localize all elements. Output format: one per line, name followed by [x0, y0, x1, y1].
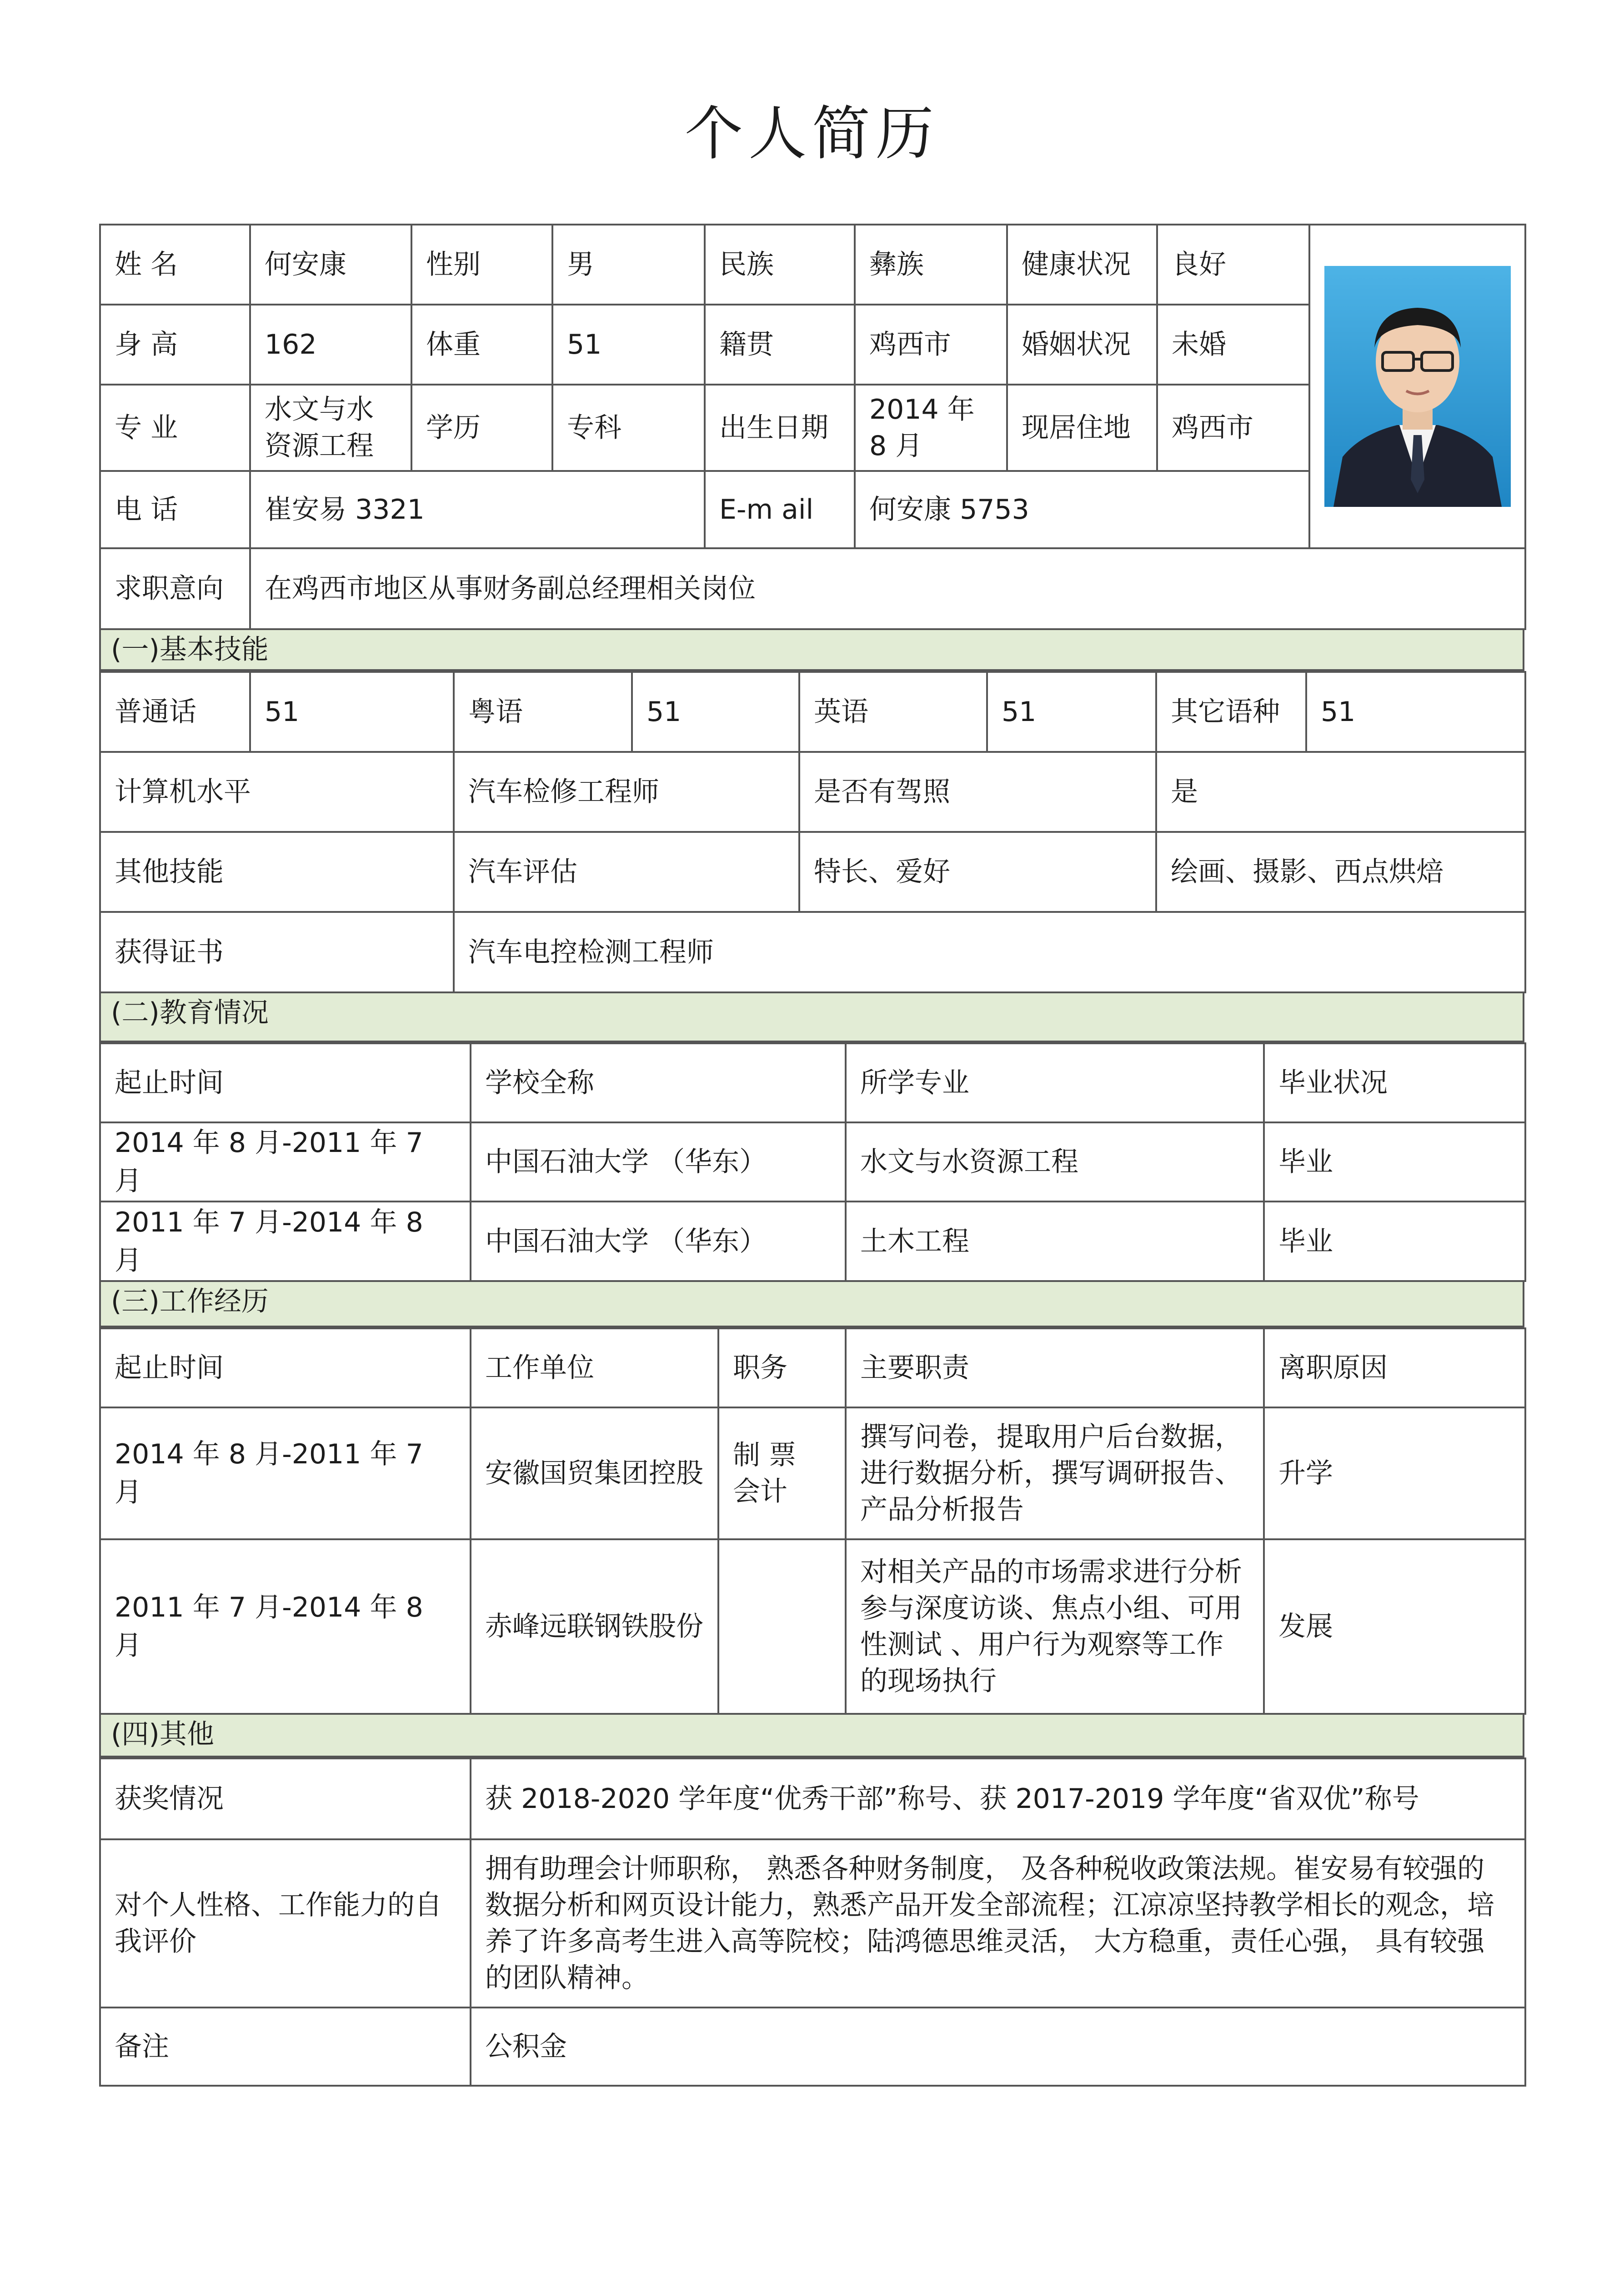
photo-cell: [1309, 225, 1525, 548]
skills-table: [99, 671, 1524, 991]
work-col-position: 职务: [718, 1328, 846, 1407]
work-duties: 对相关产品的市场需求进行分析参与深度访谈、焦点小组、可用性测试 、用户行为观察等工作的现场执行: [846, 1539, 1264, 1714]
height-label: 身 高: [100, 305, 250, 385]
marital-value: 未婚: [1157, 305, 1309, 385]
self-eval-value: 拥有助理会计师职称， 熟悉各种财务制度， 及各种税收政策法规。崔安易有较强的数据分析和网页设计能力，熟悉产品开发全部流程；江凉凉坚持教学相长的观念，培养了许多高考生进入高等院校；陆鸿德思维灵活， 大方稳重，责任心强， 具有较强的团队精神。: [471, 1839, 1525, 2008]
work-reason: 升学: [1264, 1407, 1525, 1539]
work-position: [718, 1539, 846, 1714]
mandarin-value: 51: [250, 672, 454, 752]
other-section-header: (四)其他: [99, 1713, 1524, 1757]
other-lang-value: 51: [1306, 672, 1525, 752]
table-row: [100, 1407, 1525, 1539]
work-period: 2014 年 8 月-2011 年 7 月: [100, 1407, 471, 1539]
edu-major: 土木工程: [846, 1202, 1264, 1281]
english-value: 51: [987, 672, 1156, 752]
cert-value: 汽车电控检测工程师: [454, 912, 1525, 992]
residence-value: 鸡西市: [1157, 385, 1309, 471]
name-label: 姓 名: [100, 225, 250, 305]
person-photo-icon: [1324, 266, 1511, 507]
marital-label: 婚姻状况: [1007, 305, 1157, 385]
education-table: [99, 1042, 1524, 1280]
health-label: 健康状况: [1007, 225, 1157, 305]
ethnicity-label: 民族: [705, 225, 855, 305]
edu-period: 2014 年 8 月-2011 年 7 月: [100, 1122, 471, 1202]
hobby-label: 特长、爱好: [799, 832, 1156, 912]
edu-major: 水文与水资源工程: [846, 1122, 1264, 1202]
edu-col-major: 所学专业: [846, 1043, 1264, 1122]
skills-section-header: (一)基本技能: [99, 628, 1524, 671]
other-lang-label: 其它语种: [1156, 672, 1306, 752]
degree-value: 专科: [552, 385, 705, 471]
gender-value: 男: [552, 225, 705, 305]
major-value: 水文与水资源工程: [250, 385, 411, 471]
edu-col-school: 学校全称: [471, 1043, 846, 1122]
phone-label: 电 话: [100, 471, 250, 548]
edu-col-status: 毕业状况: [1264, 1043, 1525, 1122]
table-row: [100, 1202, 1525, 1281]
awards-label: 获奖情况: [100, 1758, 471, 1839]
residence-label: 现居住地: [1007, 385, 1157, 471]
native-label: 籍贯: [705, 305, 855, 385]
edu-col-period: 起止时间: [100, 1043, 471, 1122]
work-duties: 撰写问卷，提取用户后台数据，进行数据分析，撰写调研报告、产品分析报告: [846, 1407, 1264, 1539]
gender-label: 性别: [411, 225, 552, 305]
work-position: 制 票 会计: [718, 1407, 846, 1539]
personal-info-table: [99, 224, 1524, 628]
awards-value: 获 2018-2020 学年度“优秀干部”称号、获 2017-2019 学年度“省双优”称号: [471, 1758, 1525, 1839]
birth-value: 2014 年 8 月: [855, 385, 1007, 471]
computer-label: 计算机水平: [100, 752, 454, 832]
cantonese-value: 51: [632, 672, 799, 752]
cantonese-label: 粤语: [454, 672, 632, 752]
email-value: 何安康 5753: [855, 471, 1309, 548]
work-reason: 发展: [1264, 1539, 1525, 1714]
edu-status: 毕业: [1264, 1202, 1525, 1281]
edu-status: 毕业: [1264, 1122, 1525, 1202]
hobby-value: 绘画、摄影、西点烘焙: [1156, 832, 1525, 912]
edu-school: 中国石油大学 （华东）: [471, 1202, 846, 1281]
education-section-header: (二)教育情况: [99, 991, 1524, 1042]
work-period: 2011 年 7 月-2014 年 8 月: [100, 1539, 471, 1714]
objective-label: 求职意向: [100, 548, 250, 629]
table-row: [100, 1539, 1525, 1714]
phone-value: 崔安易 3321: [250, 471, 705, 548]
ethnicity-value: 彝族: [855, 225, 1007, 305]
work-col-duties: 主要职责: [846, 1328, 1264, 1407]
work-table: [99, 1327, 1524, 1713]
self-eval-label: 对个人性格、工作能力的自我评价: [100, 1839, 471, 2008]
english-label: 英语: [799, 672, 987, 752]
edu-period: 2011 年 7 月-2014 年 8 月: [100, 1202, 471, 1281]
mandarin-label: 普通话: [100, 672, 250, 752]
license-value: 是: [1156, 752, 1525, 832]
remark-value: 公积金: [471, 2008, 1525, 2086]
birth-label: 出生日期: [705, 385, 855, 471]
weight-value: 51: [552, 305, 705, 385]
native-value: 鸡西市: [855, 305, 1007, 385]
other-table: [99, 1757, 1524, 2085]
other-skill-label: 其他技能: [100, 832, 454, 912]
health-value: 良好: [1157, 225, 1309, 305]
work-employer: 赤峰远联钢铁股份: [471, 1539, 718, 1714]
table-row: [100, 1122, 1525, 1202]
name-value: 何安康: [250, 225, 411, 305]
work-col-period: 起止时间: [100, 1328, 471, 1407]
other-skill-value: 汽车评估: [454, 832, 799, 912]
work-employer: 安徽国贸集团控股: [471, 1407, 718, 1539]
objective-value: 在鸡西市地区从事财务副总经理相关岗位: [250, 548, 1525, 629]
work-section-header: (三)工作经历: [99, 1280, 1524, 1327]
height-value: 162: [250, 305, 411, 385]
degree-label: 学历: [411, 385, 552, 471]
edu-school: 中国石油大学 （华东）: [471, 1122, 846, 1202]
cert-label: 获得证书: [100, 912, 454, 992]
computer-value: 汽车检修工程师: [454, 752, 799, 832]
remark-label: 备注: [100, 2008, 471, 2086]
weight-label: 体重: [411, 305, 552, 385]
major-label: 专 业: [100, 385, 250, 471]
work-col-employer: 工作单位: [471, 1328, 718, 1407]
email-label: E-m ail: [705, 471, 855, 548]
license-label: 是否有驾照: [799, 752, 1156, 832]
page-title: 个人简历: [684, 100, 939, 168]
work-col-reason: 离职原因: [1264, 1328, 1525, 1407]
